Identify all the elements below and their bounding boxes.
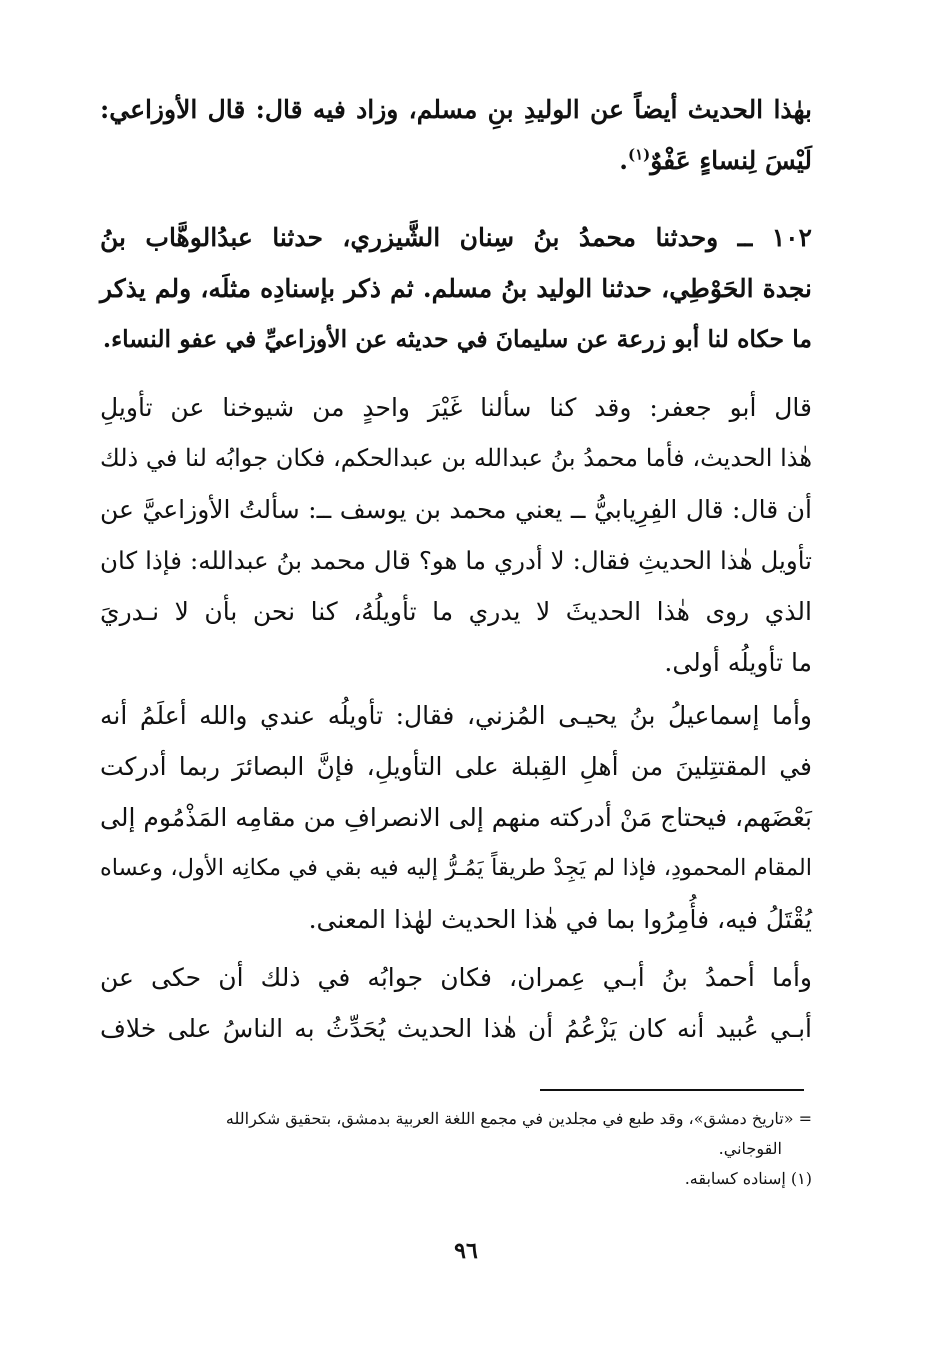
page-number: ٩٦ — [454, 1238, 478, 1264]
text-line: ١٠٢ ــ وحدثنا محمدُ بنُ سِنان الشَّيزري، حدثنا عبدُالوهَّاب بنُ — [100, 223, 812, 252]
footnote-reference: (١) — [627, 145, 651, 164]
sentence-end: . — [619, 146, 628, 175]
text-line: ما حكاه لنا أبو زرعة عن سليمانَ في حديثه عن الأوزاعيِّ في عفو النساء. — [102, 325, 812, 353]
paragraph-continuation — [100, 84, 812, 186]
text-line: المقام المحمودِ، فإذا لم يَجِدْ طريقاً يَمُـرُّ إليه فيه بقي في مكانِه الأول، وعساه — [100, 855, 812, 881]
text-line: بَعْضَهم، فيحتاج مَنْ أدركته منهم إلى الانصرافِ من مقامِه المَذْمُوم إلى — [100, 803, 812, 832]
text-line: في المقتتِلينَ من أهلِ القِبلة على التأويلِ، فإنَّ البصائرَ ربما أدركت — [100, 752, 812, 781]
footnote-continuation: = «تاريخ دمشق»، وقد طبع في مجلدين في مجمع اللغة العربية بدمشق، بتحقيق شكرالله — [225, 1109, 812, 1128]
hadith-paragraph-102 — [100, 212, 812, 365]
text-line: ما تأويلُه أولى. — [664, 648, 812, 677]
text-line: الذي روى هٰذا الحديثَ لا يدري ما تأويلُهُ، كنا نحن بأن لا نـدريَ — [100, 597, 812, 626]
footnote-separator — [540, 1089, 804, 1091]
text-line — [100, 135, 812, 186]
text-line: بهٰذا الحديث أيضاً عن الوليدِ بنِ مسلم، وزاد فيه قال: قال الأوزاعي: — [100, 95, 812, 124]
text-line: وأما أحمدُ بنُ أبـي عِمران، فكان جوابُه في ذلك أن حكى عن — [100, 963, 812, 992]
text-line: هٰذا الحديث، فأما محمدُ بنُ عبدالله بن عبدالحكم، فكان جوابُه لنا في ذلك — [100, 444, 812, 472]
footnote-continuation-line: القوجاني. — [718, 1139, 782, 1158]
text-fragment: لَيْسَ لِنساءٍ عَفْوٌ — [650, 146, 812, 175]
text-line: وأما إسماعيلُ بنُ يحيـى المُزني، فقال: تأويلُه عندي والله أعلَمُ أنه — [100, 701, 812, 730]
text-line: نجدة الحَوْطِي، حدثنا الوليد بنُ مسلم. ثم ذكر بإسنادِه مثلَه، ولم يذكر — [100, 274, 812, 303]
footnote-1: (١) إسناده كسابقه. — [684, 1169, 812, 1188]
text-line: يُقْتَلُ فيه، فأُمِرُوا بما في هٰذا الحديث لهٰذا المعنى. — [308, 905, 812, 934]
text-line: أن قال: قال الفِرِيابيُّ ــ يعني محمد بن يوسف ــ: سألتُ الأوزاعيَّ عن — [100, 495, 812, 524]
paragraph-ahmad — [100, 952, 812, 1054]
text-line: أبـي عُبيد أنه كان يَزْعُمُ أن هٰذا الحديث يُحَدِّثُ به الناسُ على خلاف — [100, 1014, 812, 1043]
text-line: قال أبو جعفر: وقد كنا سألنا غَيْرَ واحدٍ من شيوخنا عن تأويلِ — [100, 393, 812, 422]
paragraph-abu-jafar — [100, 382, 812, 688]
text-line: تأويل هٰذا الحديثِ فقال: لا أدري ما هو؟ قال محمد بنُ عبدالله: فإذا كان — [100, 546, 812, 575]
footnotes — [100, 1104, 812, 1194]
paragraph-muzani — [100, 690, 812, 945]
